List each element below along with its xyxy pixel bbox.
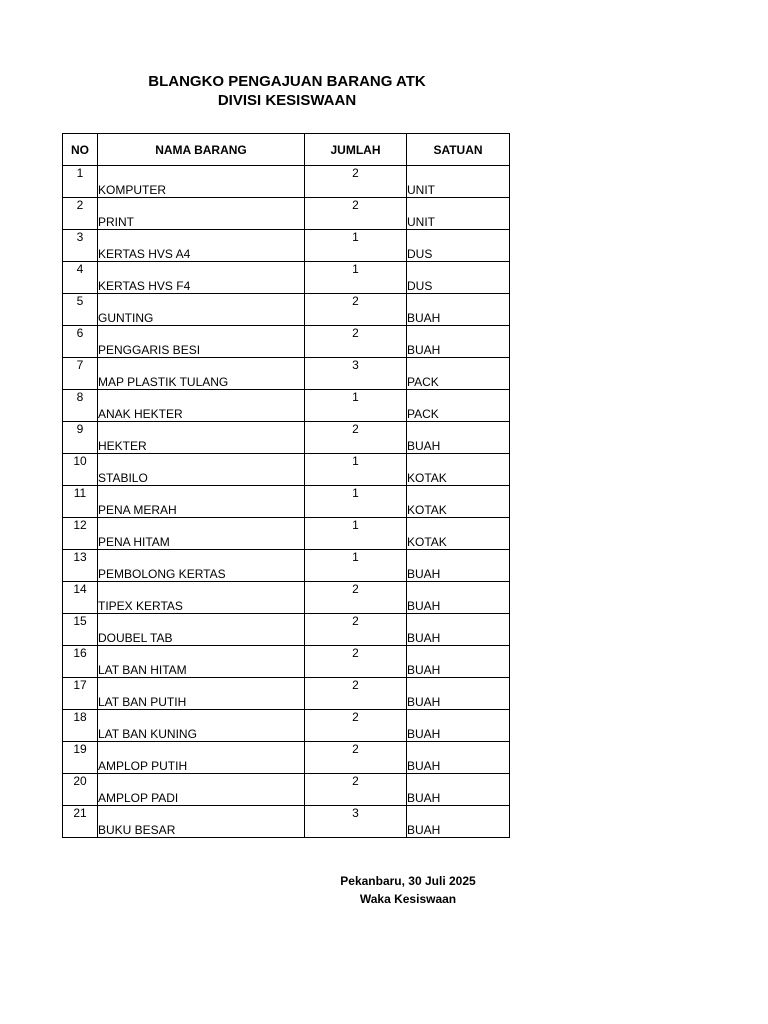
item-unit: BUAH: [407, 806, 510, 838]
row-number: 15: [63, 614, 98, 646]
table-row: [63, 614, 510, 646]
item-unit: DUS: [407, 262, 510, 294]
item-unit: KOTAK: [407, 454, 510, 486]
table-row: [63, 678, 510, 710]
item-unit: PACK: [407, 358, 510, 390]
row-number: 10: [63, 454, 98, 486]
item-quantity: 2: [305, 710, 407, 742]
item-unit: BUAH: [407, 614, 510, 646]
item-unit: BUAH: [407, 550, 510, 582]
item-name: LAT BAN HITAM: [98, 646, 305, 678]
table-row: [63, 710, 510, 742]
row-number: 5: [63, 294, 98, 326]
item-name: PENGGARIS BESI: [98, 326, 305, 358]
row-number: 16: [63, 646, 98, 678]
document-subtitle: DIVISI KESISWAAN: [217, 92, 357, 109]
item-quantity: 1: [305, 550, 407, 582]
item-unit: BUAH: [407, 646, 510, 678]
row-number: 20: [63, 774, 98, 806]
item-unit: BUAH: [407, 326, 510, 358]
item-name: LAT BAN PUTIH: [98, 678, 305, 710]
table-row: [63, 742, 510, 774]
item-name: DOUBEL TAB: [98, 614, 305, 646]
row-number: 6: [63, 326, 98, 358]
item-name: GUNTING: [98, 294, 305, 326]
row-number: 11: [63, 486, 98, 518]
item-unit: DUS: [407, 230, 510, 262]
table-body: [63, 166, 510, 838]
header-unit: SATUAN: [407, 134, 510, 166]
row-number: 19: [63, 742, 98, 774]
items-table: [62, 133, 510, 838]
table-row: [63, 582, 510, 614]
table-row: [63, 262, 510, 294]
item-quantity: 2: [305, 422, 407, 454]
item-name: AMPLOP PUTIH: [98, 742, 305, 774]
table-row: [63, 198, 510, 230]
item-name: HEKTER: [98, 422, 305, 454]
item-unit: BUAH: [407, 422, 510, 454]
row-number: 2: [63, 198, 98, 230]
item-quantity: 3: [305, 806, 407, 838]
item-quantity: 2: [305, 166, 407, 198]
row-number: 9: [63, 422, 98, 454]
table-header-row: [63, 134, 510, 166]
item-unit: BUAH: [407, 294, 510, 326]
item-name: TIPEX KERTAS: [98, 582, 305, 614]
row-number: 4: [63, 262, 98, 294]
row-number: 3: [63, 230, 98, 262]
table-row: [63, 646, 510, 678]
row-number: 13: [63, 550, 98, 582]
item-name: STABILO: [98, 454, 305, 486]
item-quantity: 2: [305, 198, 407, 230]
header-quantity: JUMLAH: [305, 134, 407, 166]
item-name: LAT BAN KUNING: [98, 710, 305, 742]
item-quantity: 1: [305, 454, 407, 486]
item-name: PEMBOLONG KERTAS: [98, 550, 305, 582]
row-number: 12: [63, 518, 98, 550]
row-number: 14: [63, 582, 98, 614]
row-number: 21: [63, 806, 98, 838]
table-row: [63, 774, 510, 806]
item-name: PRINT: [98, 198, 305, 230]
row-number: 8: [63, 390, 98, 422]
table-row: [63, 358, 510, 390]
item-unit: BUAH: [407, 742, 510, 774]
item-quantity: 1: [305, 518, 407, 550]
signature-place-date: Pekanbaru, 30 Juli 2025: [340, 874, 476, 888]
item-quantity: 2: [305, 614, 407, 646]
table-row: [63, 230, 510, 262]
item-quantity: 1: [305, 390, 407, 422]
item-name: AMPLOP PADI: [98, 774, 305, 806]
table-row: [63, 422, 510, 454]
item-quantity: 1: [305, 486, 407, 518]
item-quantity: 2: [305, 582, 407, 614]
table-row: [63, 550, 510, 582]
row-number: 18: [63, 710, 98, 742]
row-number: 7: [63, 358, 98, 390]
item-name: ANAK HEKTER: [98, 390, 305, 422]
item-unit: BUAH: [407, 774, 510, 806]
row-number: 1: [63, 166, 98, 198]
table-row: [63, 518, 510, 550]
item-unit: PACK: [407, 390, 510, 422]
item-quantity: 2: [305, 678, 407, 710]
item-name: KOMPUTER: [98, 166, 305, 198]
item-name: KERTAS HVS F4: [98, 262, 305, 294]
item-unit: KOTAK: [407, 518, 510, 550]
table-row: [63, 166, 510, 198]
item-unit: UNIT: [407, 166, 510, 198]
document-title: BLANGKO PENGAJUAN BARANG ATK: [148, 73, 426, 90]
item-name: MAP PLASTIK TULANG: [98, 358, 305, 390]
item-name: PENA MERAH: [98, 486, 305, 518]
item-quantity: 2: [305, 774, 407, 806]
table-row: [63, 326, 510, 358]
table-row: [63, 454, 510, 486]
item-name: BUKU BESAR: [98, 806, 305, 838]
item-quantity: 1: [305, 262, 407, 294]
item-quantity: 2: [305, 646, 407, 678]
item-name: KERTAS HVS A4: [98, 230, 305, 262]
item-unit: BUAH: [407, 710, 510, 742]
item-unit: BUAH: [407, 582, 510, 614]
item-unit: BUAH: [407, 678, 510, 710]
item-quantity: 3: [305, 358, 407, 390]
item-unit: KOTAK: [407, 486, 510, 518]
header-no: NO: [63, 134, 98, 166]
table-row: [63, 806, 510, 838]
item-quantity: 2: [305, 326, 407, 358]
signature-role: Waka Kesiswaan: [359, 892, 457, 906]
item-quantity: 2: [305, 742, 407, 774]
table-row: [63, 390, 510, 422]
item-name: PENA HITAM: [98, 518, 305, 550]
row-number: 17: [63, 678, 98, 710]
table-row: [63, 486, 510, 518]
item-quantity: 2: [305, 294, 407, 326]
header-item-name: NAMA BARANG: [98, 134, 305, 166]
item-unit: UNIT: [407, 198, 510, 230]
item-quantity: 1: [305, 230, 407, 262]
table-row: [63, 294, 510, 326]
